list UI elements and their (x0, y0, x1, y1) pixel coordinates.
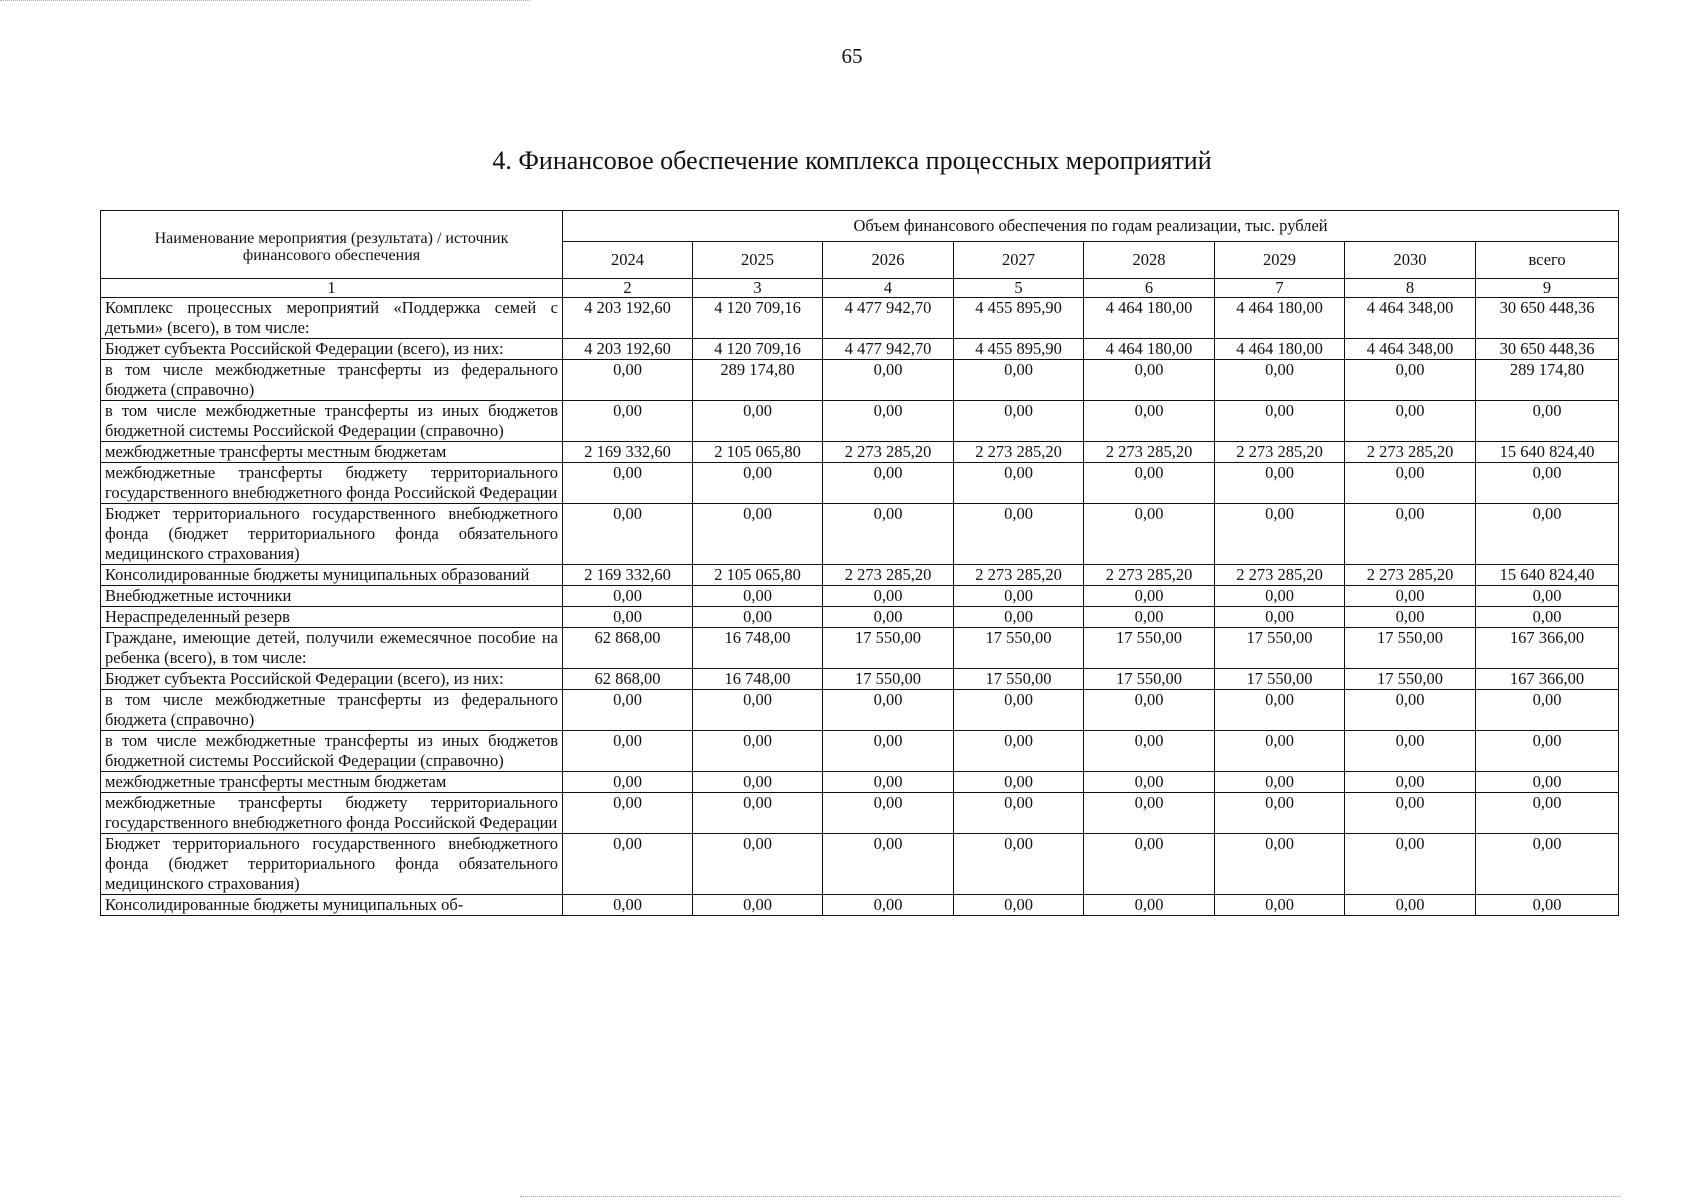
value-cell: 0,00 (1215, 463, 1345, 504)
value-cell: 0,00 (1476, 504, 1619, 565)
value-cell: 4 464 348,00 (1345, 298, 1476, 339)
value-cell: 0,00 (1215, 772, 1345, 793)
row-label: Нераспределенный резерв (101, 607, 563, 628)
value-cell: 4 455 895,90 (954, 339, 1084, 360)
value-cell: 0,00 (1476, 772, 1619, 793)
table-row (101, 772, 1619, 793)
value-cell: 0,00 (693, 731, 823, 772)
value-cell: 0,00 (1345, 793, 1476, 834)
table-row (101, 669, 1619, 690)
value-cell: 0,00 (1215, 504, 1345, 565)
value-cell: 0,00 (954, 360, 1084, 401)
value-cell: 0,00 (954, 772, 1084, 793)
value-cell: 4 464 180,00 (1084, 298, 1215, 339)
value-cell: 17 550,00 (1084, 669, 1215, 690)
value-cell: 0,00 (563, 690, 693, 731)
value-cell: 0,00 (563, 793, 693, 834)
row-label: в том числе межбюджетные трансферты из иных бюджетов бюджетной системы Российской Федерации (справочно) (101, 401, 563, 442)
value-cell: 4 464 180,00 (1215, 339, 1345, 360)
table-row (101, 895, 1619, 916)
value-cell: 0,00 (1084, 895, 1215, 916)
year-header-2: 2025 (693, 242, 823, 279)
value-cell: 0,00 (823, 360, 954, 401)
value-cell: 0,00 (1084, 504, 1215, 565)
scan-edge-top (0, 0, 530, 2)
value-cell: 0,00 (1215, 607, 1345, 628)
value-cell: 0,00 (823, 607, 954, 628)
table-row (101, 690, 1619, 731)
column-number-3: 3 (693, 279, 823, 298)
value-cell: 0,00 (563, 834, 693, 895)
volume-column-header: Объем финансового обеспечения по годам реализации, тыс. рублей (563, 211, 1619, 242)
value-cell: 4 477 942,70 (823, 298, 954, 339)
table-row (101, 628, 1619, 669)
row-label: межбюджетные трансферты местным бюджетам (101, 442, 563, 463)
year-header-1: 2024 (563, 242, 693, 279)
row-label: Консолидированные бюджеты муниципальных образований (101, 565, 563, 586)
value-cell: 0,00 (1345, 463, 1476, 504)
column-number-7: 7 (1215, 279, 1345, 298)
value-cell: 0,00 (1476, 731, 1619, 772)
page-number: 65 (841, 44, 863, 68)
value-cell: 0,00 (954, 504, 1084, 565)
value-cell: 0,00 (693, 504, 823, 565)
finance-table (100, 210, 1619, 916)
value-cell: 4 203 192,60 (563, 298, 693, 339)
value-cell: 0,00 (1345, 586, 1476, 607)
value-cell: 0,00 (1345, 731, 1476, 772)
value-cell: 0,00 (1476, 586, 1619, 607)
value-cell: 17 550,00 (954, 628, 1084, 669)
value-cell: 17 550,00 (1215, 669, 1345, 690)
table-row (101, 793, 1619, 834)
value-cell: 0,00 (563, 504, 693, 565)
table-row (101, 339, 1619, 360)
value-cell: 0,00 (1476, 834, 1619, 895)
value-cell: 289 174,80 (693, 360, 823, 401)
value-cell: 17 550,00 (1345, 628, 1476, 669)
column-number-6: 6 (1084, 279, 1215, 298)
name-column-header: Наименование мероприятия (результата) / источник финансового обеспечения (101, 211, 563, 279)
value-cell: 0,00 (693, 793, 823, 834)
scan-edge-bottom (520, 1196, 1620, 1198)
value-cell: 0,00 (563, 772, 693, 793)
value-cell: 0,00 (1084, 793, 1215, 834)
table-row (101, 565, 1619, 586)
column-number-row (101, 279, 1619, 298)
value-cell: 289 174,80 (1476, 360, 1619, 401)
column-number-5: 5 (954, 279, 1084, 298)
value-cell: 0,00 (1084, 731, 1215, 772)
value-cell: 0,00 (954, 834, 1084, 895)
row-label: Граждане, имеющие детей, получили ежемесячное пособие на ребенка (всего), в том числе: (101, 628, 563, 669)
value-cell: 30 650 448,36 (1476, 298, 1619, 339)
value-cell: 0,00 (1476, 607, 1619, 628)
value-cell: 167 366,00 (1476, 628, 1619, 669)
value-cell: 0,00 (954, 463, 1084, 504)
value-cell: 4 455 895,90 (954, 298, 1084, 339)
value-cell: 2 105 065,80 (693, 565, 823, 586)
value-cell: 2 169 332,60 (563, 565, 693, 586)
value-cell: 15 640 824,40 (1476, 565, 1619, 586)
value-cell: 0,00 (693, 586, 823, 607)
value-cell: 0,00 (823, 463, 954, 504)
value-cell: 0,00 (1215, 731, 1345, 772)
value-cell: 0,00 (1215, 586, 1345, 607)
value-cell: 4 477 942,70 (823, 339, 954, 360)
finance-table-container (100, 210, 1618, 916)
value-cell: 16 748,00 (693, 669, 823, 690)
value-cell: 0,00 (1345, 504, 1476, 565)
value-cell: 0,00 (1476, 690, 1619, 731)
value-cell: 0,00 (1084, 607, 1215, 628)
value-cell: 4 464 180,00 (1215, 298, 1345, 339)
value-cell: 17 550,00 (823, 669, 954, 690)
value-cell: 2 273 285,20 (1345, 442, 1476, 463)
table-row (101, 463, 1619, 504)
value-cell: 0,00 (823, 731, 954, 772)
value-cell: 0,00 (1345, 690, 1476, 731)
row-label: межбюджетные трансферты бюджету территориального государственного внебюджетного фонда Российской Федерации (101, 463, 563, 504)
year-header-5: 2028 (1084, 242, 1215, 279)
row-label: Бюджет субъекта Российской Федерации (всего), из них: (101, 339, 563, 360)
value-cell: 0,00 (563, 463, 693, 504)
value-cell: 167 366,00 (1476, 669, 1619, 690)
year-header-6: 2029 (1215, 242, 1345, 279)
value-cell: 0,00 (693, 772, 823, 793)
value-cell: 0,00 (693, 401, 823, 442)
value-cell: 0,00 (823, 793, 954, 834)
value-cell: 0,00 (1345, 895, 1476, 916)
value-cell: 62 868,00 (563, 669, 693, 690)
row-label: Бюджет субъекта Российской Федерации (всего), из них: (101, 669, 563, 690)
value-cell: 0,00 (954, 731, 1084, 772)
section-title: 4. Финансовое обеспечение комплекса процессных мероприятий (492, 146, 1212, 175)
value-cell: 0,00 (1084, 690, 1215, 731)
value-cell: 17 550,00 (823, 628, 954, 669)
column-number-2: 2 (563, 279, 693, 298)
column-number-8: 8 (1345, 279, 1476, 298)
value-cell: 2 273 285,20 (954, 565, 1084, 586)
value-cell: 0,00 (1215, 401, 1345, 442)
value-cell: 0,00 (1345, 607, 1476, 628)
row-label: в том числе межбюджетные трансферты из иных бюджетов бюджетной системы Российской Федерации (справочно) (101, 731, 563, 772)
value-cell: 0,00 (954, 793, 1084, 834)
value-cell: 0,00 (1215, 834, 1345, 895)
value-cell: 0,00 (1084, 834, 1215, 895)
value-cell: 0,00 (1476, 401, 1619, 442)
value-cell: 2 273 285,20 (823, 442, 954, 463)
table-row (101, 401, 1619, 442)
value-cell: 17 550,00 (1084, 628, 1215, 669)
year-header-8: всего (1476, 242, 1619, 279)
table-header (101, 211, 1619, 298)
value-cell: 0,00 (823, 834, 954, 895)
value-cell: 0,00 (823, 504, 954, 565)
value-cell: 0,00 (563, 607, 693, 628)
value-cell: 15 640 824,40 (1476, 442, 1619, 463)
value-cell: 2 273 285,20 (1345, 565, 1476, 586)
table-row (101, 586, 1619, 607)
value-cell: 0,00 (1084, 360, 1215, 401)
value-cell: 2 273 285,20 (1084, 442, 1215, 463)
value-cell: 0,00 (1215, 793, 1345, 834)
value-cell: 0,00 (1345, 772, 1476, 793)
row-label: Комплекс процессных мероприятий «Поддержка семей с детьми» (всего), в том числе: (101, 298, 563, 339)
column-number-4: 4 (823, 279, 954, 298)
table-row (101, 442, 1619, 463)
row-label: Бюджет территориального государственного внебюджетного фонда (бюджет территориального фонда обязательного медицинского страхования) (101, 504, 563, 565)
row-label: в том числе межбюджетные трансферты из федерального бюджета (справочно) (101, 360, 563, 401)
table-row (101, 607, 1619, 628)
table-body (101, 298, 1619, 916)
row-label: межбюджетные трансферты бюджету территориального государственного внебюджетного фонда Российской Федерации (101, 793, 563, 834)
value-cell: 16 748,00 (693, 628, 823, 669)
value-cell: 0,00 (1345, 834, 1476, 895)
value-cell: 4 464 348,00 (1345, 339, 1476, 360)
value-cell: 2 273 285,20 (1215, 565, 1345, 586)
value-cell: 0,00 (954, 607, 1084, 628)
table-row (101, 834, 1619, 895)
row-label: в том числе межбюджетные трансферты из федерального бюджета (справочно) (101, 690, 563, 731)
value-cell: 0,00 (1476, 793, 1619, 834)
row-label: Бюджет территориального государственного внебюджетного фонда (бюджет территориального фонда обязательного медицинского страхования) (101, 834, 563, 895)
value-cell: 0,00 (1084, 772, 1215, 793)
value-cell: 0,00 (1215, 895, 1345, 916)
value-cell: 0,00 (563, 731, 693, 772)
value-cell: 4 120 709,16 (693, 298, 823, 339)
value-cell: 17 550,00 (954, 669, 1084, 690)
value-cell: 0,00 (563, 895, 693, 916)
column-number-1: 1 (101, 279, 563, 298)
value-cell: 0,00 (1084, 586, 1215, 607)
value-cell: 2 273 285,20 (954, 442, 1084, 463)
value-cell: 2 273 285,20 (1084, 565, 1215, 586)
value-cell: 0,00 (1215, 360, 1345, 401)
value-cell: 30 650 448,36 (1476, 339, 1619, 360)
value-cell: 62 868,00 (563, 628, 693, 669)
value-cell: 0,00 (693, 463, 823, 504)
table-row (101, 360, 1619, 401)
value-cell: 0,00 (823, 772, 954, 793)
table-row (101, 298, 1619, 339)
value-cell: 0,00 (563, 360, 693, 401)
table-row (101, 731, 1619, 772)
value-cell: 0,00 (563, 586, 693, 607)
value-cell: 2 105 065,80 (693, 442, 823, 463)
value-cell: 0,00 (823, 401, 954, 442)
value-cell: 0,00 (693, 607, 823, 628)
column-number-9: 9 (1476, 279, 1619, 298)
value-cell: 0,00 (693, 690, 823, 731)
value-cell: 4 120 709,16 (693, 339, 823, 360)
row-label: межбюджетные трансферты местным бюджетам (101, 772, 563, 793)
value-cell: 2 169 332,60 (563, 442, 693, 463)
value-cell: 4 464 180,00 (1084, 339, 1215, 360)
value-cell: 0,00 (1084, 401, 1215, 442)
year-header-4: 2027 (954, 242, 1084, 279)
row-label: Консолидированные бюджеты муниципальных об- (101, 895, 563, 916)
value-cell: 0,00 (1476, 463, 1619, 504)
value-cell: 4 203 192,60 (563, 339, 693, 360)
row-label: Внебюджетные источники (101, 586, 563, 607)
value-cell: 0,00 (693, 834, 823, 895)
value-cell: 17 550,00 (1345, 669, 1476, 690)
value-cell: 0,00 (823, 895, 954, 916)
value-cell: 0,00 (954, 401, 1084, 442)
value-cell: 0,00 (693, 895, 823, 916)
value-cell: 2 273 285,20 (1215, 442, 1345, 463)
year-header-7: 2030 (1345, 242, 1476, 279)
value-cell: 2 273 285,20 (823, 565, 954, 586)
value-cell: 0,00 (954, 586, 1084, 607)
value-cell: 0,00 (823, 690, 954, 731)
value-cell: 0,00 (954, 690, 1084, 731)
value-cell: 0,00 (954, 895, 1084, 916)
value-cell: 0,00 (1215, 690, 1345, 731)
value-cell: 0,00 (1084, 463, 1215, 504)
value-cell: 0,00 (1345, 401, 1476, 442)
value-cell: 0,00 (823, 586, 954, 607)
table-row (101, 504, 1619, 565)
value-cell: 0,00 (1476, 895, 1619, 916)
year-header-3: 2026 (823, 242, 954, 279)
value-cell: 0,00 (1345, 360, 1476, 401)
value-cell: 0,00 (563, 401, 693, 442)
value-cell: 17 550,00 (1215, 628, 1345, 669)
